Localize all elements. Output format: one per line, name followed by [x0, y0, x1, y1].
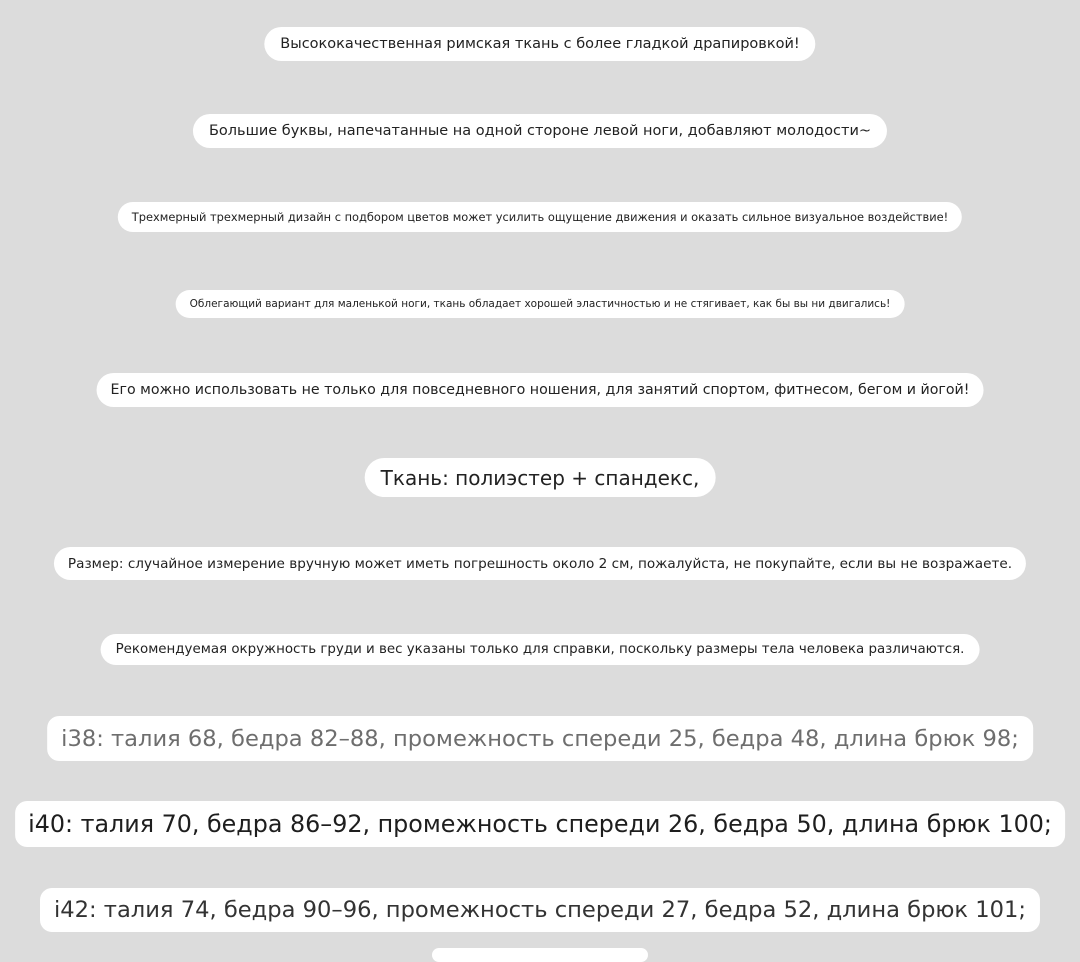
fabric-composition: Ткань: полиэстер + спандекс, [365, 458, 716, 497]
feature-fit-elasticity: Облегающий вариант для маленькой ноги, ткань обладает хорошей эластичностью и не стягивает, как бы вы ни двигались! [176, 290, 905, 318]
feature-3d-design: Трехмерный трехмерный дизайн с подбором цветов может усилить ощущение движения и оказать сильное визуальное воздействие! [118, 202, 962, 232]
feature-usage: Его можно использовать не только для повседневного ношения, для занятий спортом, фитнесом, бегом и йогой! [97, 373, 984, 407]
size-row-i42: i42: талия 74, бедра 90–96, промежность спереди 27, бедра 52, длина брюк 101; [40, 888, 1040, 932]
size-row-i40: i40: талия 70, бедра 86–92, промежность спереди 26, бедра 50, длина брюк 100; [15, 801, 1065, 847]
size-reference-note: Рекомендуемая окружность груди и вес указаны только для справки, поскольку размеры тела человека различаются. [101, 634, 980, 665]
feature-fabric-drape: Высококачественная римская ткань с более гладкой драпировкой! [264, 27, 815, 61]
size-measurement-note: Размер: случайное измерение вручную может иметь погрешность около 2 см, пожалуйста, не покупайте, если вы не возражаете. [54, 547, 1026, 580]
size-row-i38: i38: талия 68, бедра 82–88, промежность спереди 25, бедра 48, длина брюк 98; [47, 716, 1033, 761]
cut-off-pill [432, 948, 648, 962]
feature-letter-print: Большие буквы, напечатанные на одной стороне левой ноги, добавляют молодости~ [193, 114, 887, 148]
